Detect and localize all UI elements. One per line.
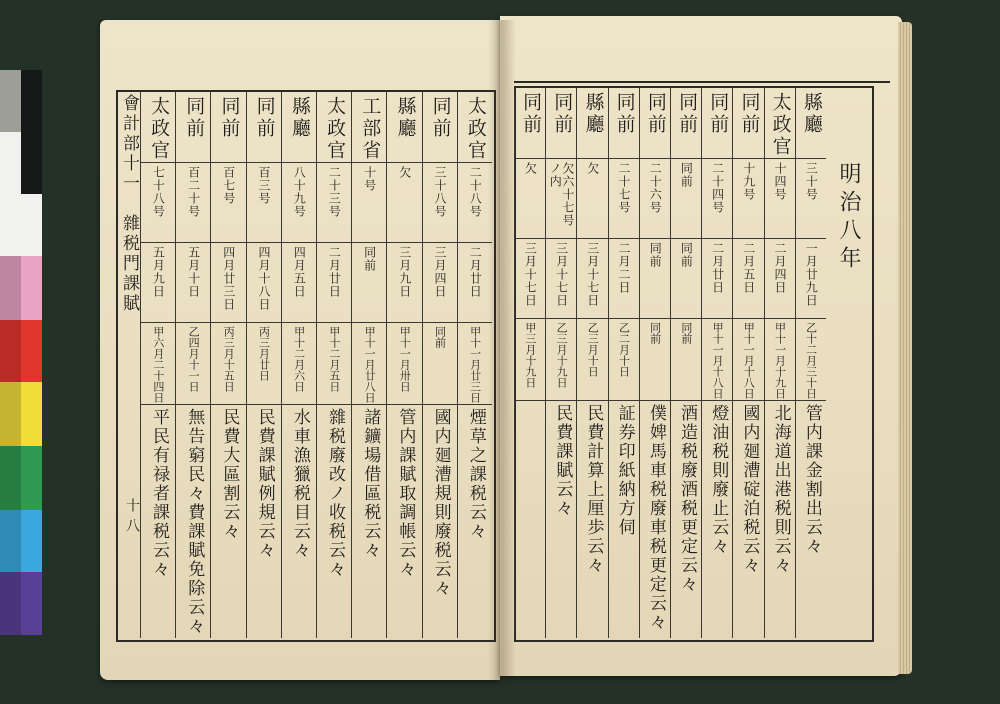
entry-subject: 諸鑛場借區税云々 (360, 408, 381, 560)
violet-patch (21, 572, 42, 635)
entry-office: 同前 (613, 92, 636, 136)
entry-office: 同前 (183, 96, 206, 140)
ledger-entry-column (701, 88, 732, 638)
entry-date: 五月九日 (151, 246, 166, 298)
dark-patch (21, 70, 42, 132)
entry-issued: 甲十二月六日 (292, 326, 306, 392)
entry-issued: 甲十一月卅日 (398, 326, 412, 392)
pink-patch (21, 256, 42, 320)
entry-issued: 甲十一月十九日 (773, 322, 787, 399)
ledger-entry-column (210, 92, 245, 638)
entry-office: 同前 (218, 96, 241, 140)
entry-subject: 民費計算上厘歩云々 (583, 404, 604, 575)
ledger-entry-column (514, 88, 545, 638)
entry-office: 同前 (707, 92, 730, 136)
entry-office: 縣廳 (394, 96, 417, 140)
entry-subject: 北海道出港税則云々 (770, 404, 791, 575)
entry-subject: 管内課金割出云々 (801, 404, 822, 556)
entry-date: 二月二日 (616, 242, 631, 294)
entry-subject: 管内課賦取調帳云々 (395, 408, 416, 579)
yellow-patch (0, 382, 21, 446)
entry-office: 太政官 (148, 96, 171, 162)
entry-subject: 民費課賦云々 (552, 404, 573, 518)
pink-patch (0, 256, 21, 320)
ledger-entry-column (457, 92, 492, 638)
entry-num: 二十四号 (710, 162, 725, 214)
entry-date: 五月十日 (186, 246, 201, 298)
ledger-entry-column (386, 92, 421, 638)
ledger-entry-column (246, 92, 281, 638)
entry-subject: 燈油税則廢止云々 (708, 404, 729, 556)
entry-issued: 乙三月十九日 (555, 322, 569, 388)
entry-office: 同前 (551, 92, 574, 136)
entry-num: 二十七号 (616, 162, 631, 214)
entry-office: 太政官 (324, 96, 347, 162)
entry-office: 同前 (738, 92, 761, 136)
entry-date: 三月九日 (397, 246, 412, 298)
violet-patch (0, 572, 21, 635)
entry-date: 四月廿三日 (221, 246, 236, 311)
entry-num: 十四号 (772, 162, 787, 201)
red-patch (0, 320, 21, 382)
entry-num: 欠 (585, 162, 600, 175)
entry-subject: 酒造税廢酒税更定云々 (677, 404, 698, 594)
entry-issued: 甲十一月十八日 (711, 322, 725, 399)
entry-num: 三十号 (804, 162, 819, 201)
entry-subject: 國内廻漕碇泊税云々 (739, 404, 760, 575)
entry-office: 同前 (676, 92, 699, 136)
entry-issued: 乙十二月三十日 (804, 322, 818, 399)
table-row-rule (140, 162, 492, 163)
entry-issued: 同前 (433, 326, 447, 348)
entry-num: 二十八号 (468, 166, 483, 218)
entry-subject: 國内廻漕規則廢税云々 (430, 408, 451, 598)
entry-date: 二月廿日 (327, 246, 342, 298)
entry-issued: 丙三月廿日 (257, 326, 271, 381)
year-heading: 明治八年 (836, 162, 861, 274)
ledger-entry-column (545, 88, 576, 638)
table-row-rule (140, 404, 492, 405)
entry-subject: 平民有禄者課税云々 (149, 408, 170, 579)
ledger-entry-column (175, 92, 210, 638)
red-patch (21, 320, 42, 382)
table-row-rule (140, 242, 492, 243)
entry-date: 四月十八日 (256, 246, 271, 311)
entry-num: 欠 (523, 162, 538, 175)
ledger-entry-column (670, 88, 701, 638)
cyan-patch (21, 510, 42, 572)
table-row-rule (140, 322, 492, 323)
ledger-entry-column (140, 92, 175, 638)
entry-subject: 煙草之課税云々 (465, 408, 486, 541)
table-row-rule (514, 238, 826, 239)
entry-date: 一月廿九日 (804, 242, 819, 307)
entry-num: 百七号 (221, 166, 236, 205)
entry-num: 八十九号 (292, 166, 307, 218)
entry-date: 三月十七日 (554, 242, 569, 307)
entry-office: 工部省 (359, 96, 382, 162)
table-row-rule (514, 158, 826, 159)
entry-num: 欠六十七号ノ内 (548, 162, 575, 227)
entry-date: 二月五日 (741, 242, 756, 294)
table-row-rule (514, 318, 826, 319)
ledger-entry-column (608, 88, 639, 638)
entry-subject: 民費大區割云々 (219, 408, 240, 541)
ledger-entry-column (422, 92, 457, 638)
ledger-entry-column (351, 92, 386, 638)
ledger-entry-column (732, 88, 763, 638)
entry-date: 同前 (679, 242, 694, 268)
entry-date: 三月四日 (432, 246, 447, 298)
entry-date: 二月四日 (772, 242, 787, 294)
entry-office: 太政官 (769, 92, 792, 158)
entry-subject (515, 400, 545, 636)
entry-issued: 甲十一月十八日 (742, 322, 756, 399)
entry-num: 十号 (362, 166, 377, 192)
entry-subject: 水車漁獵税目云々 (289, 408, 310, 560)
dark-patch (21, 132, 42, 194)
entry-date: 同前 (362, 246, 377, 272)
entry-num: 二十六号 (648, 162, 663, 214)
cyan-patch (0, 510, 21, 572)
entry-issued: 甲六月二十四日 (151, 326, 165, 403)
white-patch (0, 194, 42, 256)
entry-date: 四月五日 (292, 246, 307, 298)
ledger-entry-column (639, 88, 670, 638)
entry-subject: 雜税廢改ノ收税云々 (325, 408, 346, 579)
gray-patch (0, 70, 21, 132)
entry-num: 二十三号 (327, 166, 342, 218)
green-patch (21, 446, 42, 510)
entry-issued: 甲十一月廿三日 (468, 326, 482, 403)
entry-date: 二月廿日 (468, 246, 483, 298)
ledger-entry-column (316, 92, 351, 638)
ledger-entry-column (795, 88, 826, 638)
entry-office: 同前 (253, 96, 276, 140)
entry-office: 縣廳 (288, 96, 311, 140)
entry-office: 同前 (644, 92, 667, 136)
entry-issued: 同前 (679, 322, 693, 344)
entry-issued: 甲三月十九日 (523, 322, 537, 388)
entry-num: 百二十号 (186, 166, 201, 218)
entry-issued: 乙二月十日 (617, 322, 631, 377)
entry-date: 二月廿日 (710, 242, 725, 294)
table-row-rule (514, 400, 826, 401)
left-margin-title: 會計部十一 雜税門課賦 (119, 94, 139, 314)
entry-office: 同前 (429, 96, 452, 140)
entry-num: 欠 (397, 166, 412, 179)
right-top-rule (514, 81, 890, 83)
entry-issued: 丙三月十五日 (222, 326, 236, 392)
entry-issued: 乙三月十日 (586, 322, 600, 377)
entry-issued: 甲十一月廿八日 (363, 326, 377, 403)
white-patch (0, 132, 21, 194)
color-calibration-bar (0, 70, 42, 635)
folio-number: 十八 (124, 498, 140, 538)
entry-subject: 証券印紙納方伺 (614, 404, 635, 537)
entry-date: 三月十七日 (523, 242, 538, 307)
open-book (100, 12, 912, 698)
entry-subject: 民費課賦例規云々 (254, 408, 275, 560)
entry-num: 十九号 (741, 162, 756, 201)
entry-date: 同前 (648, 242, 663, 268)
entry-num: 百三号 (256, 166, 271, 205)
entry-office: 太政官 (464, 96, 487, 162)
entry-issued: 同前 (648, 322, 662, 344)
green-patch (0, 446, 21, 510)
entry-num: 七十八号 (151, 166, 166, 218)
entry-issued: 乙四月十一日 (187, 326, 201, 392)
entry-subject: 無告窮民々費課賦免除云々 (184, 408, 205, 636)
page-edges (898, 22, 912, 674)
entry-office: 縣廳 (582, 92, 605, 136)
yellow-patch (21, 382, 42, 446)
entry-office: 同前 (520, 92, 543, 136)
entry-subject: 僕婢馬車税廢車税更定云々 (645, 404, 666, 632)
entry-num: 同前 (679, 162, 694, 188)
entry-num: 三十八号 (432, 166, 447, 218)
entry-date: 三月十七日 (585, 242, 600, 307)
ledger-entry-column (764, 88, 795, 638)
ledger-entry-column (281, 92, 316, 638)
entry-office: 縣廳 (800, 92, 823, 136)
ledger-entry-column (576, 88, 607, 638)
entry-issued: 甲十二月五日 (327, 326, 341, 392)
